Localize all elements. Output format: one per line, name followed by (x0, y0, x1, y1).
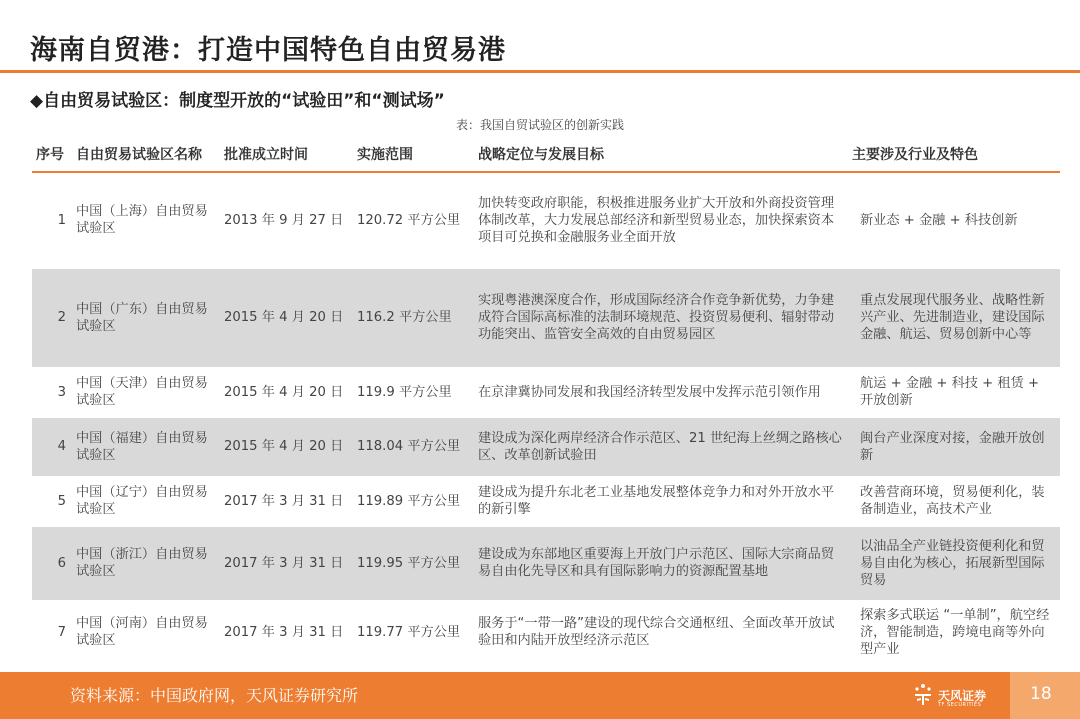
header-goal: 战略定位与发展目标 (474, 137, 848, 172)
row-no: 4 (32, 417, 72, 476)
row-no: 7 (57, 624, 66, 640)
table-row (32, 172, 1060, 268)
row-goal: 建设成为提升东北老工业基地发展整体竞争力和对外开放水平的新引擎 (474, 476, 848, 526)
row-scope: 116.2 平方公里 (353, 268, 474, 367)
table-row (32, 476, 1060, 526)
header-name: 自由贸易试验区名称 (72, 137, 220, 172)
page-number: 18 (1030, 684, 1052, 704)
row-date: 2017 年 3 月 31 日 (224, 624, 344, 640)
row-scope: 119.77 平方公里 (357, 624, 461, 640)
row-date: 2013 年 9 月 27 日 (220, 172, 353, 268)
free-trade-zone-table (32, 137, 1060, 664)
row-goal: 建设成为东部地区重要海上开放门户示范区、国际大宗商品贸易自由化先导区和具有国际影响力的资源配置基地 (474, 526, 848, 600)
table-row (32, 367, 1060, 417)
row-no: 5 (32, 476, 72, 526)
row-no: 2 (32, 268, 72, 367)
row-industry: 改善营商环境，贸易便利化，装备制造业，高技术产业 (848, 476, 1060, 526)
row-name: 中国（浙江）自由贸易试验区 (72, 526, 220, 600)
row-goal: 服务于“一带一路”建设的现代综合交通枢纽、全面改革开放试验田和内陆开放型经济示范区 (478, 616, 835, 649)
row-date: 2017 年 3 月 31 日 (220, 476, 353, 526)
page-title: 海南自贸港：打造中国特色自由贸易港 (30, 35, 506, 66)
table-row (32, 417, 1060, 476)
row-name: 中国（河南）自由贸易试验区 (76, 616, 208, 649)
logo-mark-icon (912, 683, 934, 707)
table-row (32, 268, 1060, 367)
title-divider (0, 70, 1080, 73)
row-date: 2015 年 4 月 20 日 (220, 417, 353, 476)
row-goal: 加快转变政府职能，积极推进服务业扩大开放和外商投资管理体制改革，大力发展总部经济和新型贸易业态，加快探索资本项目可兑换和金融服务业全面开放 (474, 172, 848, 268)
table-row (32, 526, 1060, 600)
row-name: 中国（天津）自由贸易试验区 (72, 367, 220, 417)
row-no: 1 (32, 172, 72, 268)
row-scope: 118.04 平方公里 (353, 417, 474, 476)
row-industry: 重点发展现代服务业、战略性新兴产业、先进制造业，建设国际金融、航运、贸易创新中心等 (848, 268, 1060, 367)
row-industry: 新业态 + 金融 + 科技创新 (848, 172, 1060, 268)
row-scope: 119.95 平方公里 (353, 526, 474, 600)
logo-subtext: TF SECURITIES (938, 702, 982, 708)
table-header-row (32, 137, 1060, 172)
row-no: 6 (32, 526, 72, 600)
row-goal: 建设成为深化两岸经济合作示范区、21 世纪海上丝绸之路核心区、改革创新试验田 (474, 417, 848, 476)
row-name: 中国（广东）自由贸易试验区 (72, 268, 220, 367)
row-industry: 航运 + 金融 + 科技 + 租赁 + 开放创新 (848, 367, 1060, 417)
header-no: 序号 (32, 137, 72, 172)
row-goal: 在京津冀协同发展和我国经济转型发展中发挥示范引领作用 (474, 367, 848, 417)
row-date: 2015 年 4 月 20 日 (220, 367, 353, 417)
row-no: 3 (32, 367, 72, 417)
row-goal: 实现粤港澳深度合作，形成国际经济合作竞争新优势，力争建成符合国际高标准的法制环境规范、投资贸易便利、辐射带动功能突出、监管安全高效的自由贸易园区 (474, 268, 848, 367)
row-name: 中国（福建）自由贸易试验区 (72, 417, 220, 476)
logo-text: 天风证券 (938, 689, 987, 703)
row-name: 中国（辽宁）自由贸易试验区 (72, 476, 220, 526)
source-note: 资料来源：中国政府网，天风证券研究所 (70, 686, 359, 705)
row-industry: 闽台产业深度对接，金融开放创新 (848, 417, 1060, 476)
row-date: 2015 年 4 月 20 日 (220, 268, 353, 367)
row-name: 中国（上海）自由贸易试验区 (72, 172, 220, 268)
table-caption: 表：我国自贸试验区的创新实践 (455, 118, 624, 132)
table-row (32, 600, 1060, 664)
header-scope: 实施范围 (353, 137, 474, 172)
row-industry: 以油品全产业链投资便利化和贸易自由化为核心，拓展新型国际贸易 (848, 526, 1060, 600)
header-date: 批准成立时间 (220, 137, 353, 172)
row-industry: 探索多式联运 “一单制”，航空经济，智能制造，跨境电商等外向型产业 (860, 607, 1050, 657)
row-date: 2017 年 3 月 31 日 (220, 526, 353, 600)
header-industry: 主要涉及行业及特色 (848, 137, 1060, 172)
row-scope: 119.89 平方公里 (353, 476, 474, 526)
section-subtitle: ◆自由贸易试验区：制度型开放的“试验田”和“测试场” (30, 91, 445, 111)
row-scope: 120.72 平方公里 (353, 172, 474, 268)
row-scope: 119.9 平方公里 (353, 367, 474, 417)
